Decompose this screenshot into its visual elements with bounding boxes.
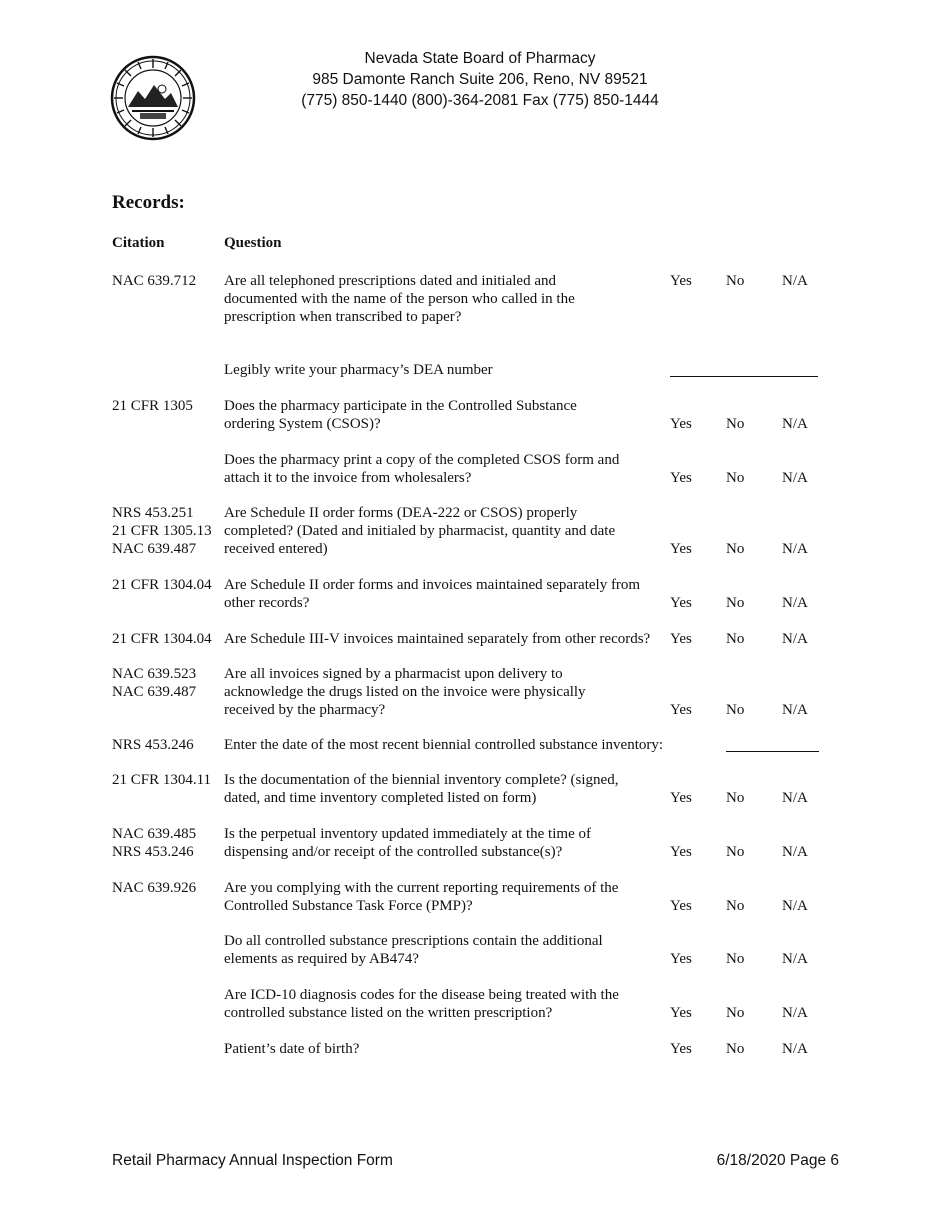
row-citation: 21 CFR 1304.11 xyxy=(112,772,212,788)
question-column-header: Question xyxy=(224,235,282,251)
answer-na[interactable]: N/A xyxy=(782,631,808,647)
row-question: Are all invoices signed by a pharmacist upon delivery to acknowledge the drugs listed on the invoice were physically received by the pharmacy? xyxy=(224,666,586,718)
answer-no[interactable]: No xyxy=(726,898,745,914)
answer-no[interactable]: No xyxy=(726,790,745,806)
row-question: Patient’s date of birth? xyxy=(224,1041,360,1057)
answer-yes[interactable]: Yes xyxy=(670,1041,692,1057)
dea-number-field[interactable] xyxy=(670,376,818,377)
row-question: Is the perpetual inventory updated immediately at the time of dispensing and/or receipt of the controlled substance(s)? xyxy=(224,826,591,860)
row-question: Are Schedule II order forms and invoices maintained separately from other records? xyxy=(224,577,641,611)
row-question: Enter the date of the most recent biennial controlled substance inventory: xyxy=(224,737,664,753)
row-citation: NAC 639.712 xyxy=(112,273,197,289)
section-title: Records: xyxy=(112,192,185,213)
answer-no[interactable]: No xyxy=(726,273,745,289)
answer-yes[interactable]: Yes xyxy=(670,273,692,289)
row-question: Does the pharmacy print a copy of the completed CSOS form and attach it to the invoice from wholesalers? xyxy=(224,452,620,486)
row-question: Legibly write your pharmacy’s DEA number xyxy=(224,362,493,378)
row-question: Is the documentation of the biennial inventory complete? (signed, dated, and time inventory completed listed on form) xyxy=(224,772,619,806)
letterhead xyxy=(280,48,680,111)
footer-date-page: 6/18/2020 Page 6 xyxy=(716,1152,839,1169)
answer-yes[interactable]: Yes xyxy=(670,541,692,557)
answer-na[interactable]: N/A xyxy=(782,273,808,289)
answer-yes[interactable]: Yes xyxy=(670,702,692,718)
answer-no[interactable]: No xyxy=(726,844,745,860)
answer-no[interactable]: No xyxy=(726,1041,745,1057)
answer-na[interactable]: N/A xyxy=(782,790,808,806)
answer-yes[interactable]: Yes xyxy=(670,951,692,967)
answer-yes[interactable]: Yes xyxy=(670,595,692,611)
citation-column-header: Citation xyxy=(112,235,165,251)
answer-no[interactable]: No xyxy=(726,702,745,718)
row-question: Do all controlled substance prescriptions contain the additional elements as required by AB474? xyxy=(224,933,603,967)
row-question: Are you complying with the current reporting requirements of the Controlled Substance Task Force (PMP)? xyxy=(224,880,619,914)
answer-yes[interactable]: Yes xyxy=(670,631,692,647)
answer-yes[interactable]: Yes xyxy=(670,844,692,860)
row-question: Are ICD-10 diagnosis codes for the disease being treated with the controlled substance listed on the written prescription? xyxy=(224,987,619,1021)
answer-no[interactable]: No xyxy=(726,416,745,432)
row-citation: NRS 453.251 21 CFR 1305.13 NAC 639.487 xyxy=(112,505,212,557)
row-question: Are all telephoned prescriptions dated and initialed and documented with the name of the person who called in the prescription when transcribed to paper? xyxy=(224,273,575,325)
answer-na[interactable]: N/A xyxy=(782,1041,808,1057)
answer-no[interactable]: No xyxy=(726,541,745,557)
row-citation: 21 CFR 1304.04 xyxy=(112,631,212,647)
row-citation: NAC 639.485 NRS 453.246 xyxy=(112,826,197,860)
answer-na[interactable]: N/A xyxy=(782,1005,808,1021)
row-question: Does the pharmacy participate in the Controlled Substance ordering System (CSOS)? xyxy=(224,398,577,432)
footer-form-name: Retail Pharmacy Annual Inspection Form xyxy=(112,1152,393,1169)
row-citation: NRS 453.246 xyxy=(112,737,194,753)
row-citation: 21 CFR 1304.04 xyxy=(112,577,212,593)
row-question: Are Schedule II order forms (DEA-222 or CSOS) properly completed? (Dated and initialed by pharmacist, quantity and date received entered) xyxy=(224,505,616,557)
answer-yes[interactable]: Yes xyxy=(670,790,692,806)
answer-yes[interactable]: Yes xyxy=(670,898,692,914)
answer-no[interactable]: No xyxy=(726,595,745,611)
answer-no[interactable]: No xyxy=(726,951,745,967)
answer-yes[interactable]: Yes xyxy=(670,470,692,486)
answer-na[interactable]: N/A xyxy=(782,470,808,486)
board-phone: (775) 850-1440 (800)-364-2081 Fax (775) 850-1444 xyxy=(301,92,659,109)
inventory-date-field[interactable] xyxy=(726,751,819,752)
answer-na[interactable]: N/A xyxy=(782,951,808,967)
answer-na[interactable]: N/A xyxy=(782,898,808,914)
answer-na[interactable]: N/A xyxy=(782,844,808,860)
answer-na[interactable]: N/A xyxy=(782,702,808,718)
row-citation: 21 CFR 1305 xyxy=(112,398,193,414)
answer-no[interactable]: No xyxy=(726,631,745,647)
row-citation: NAC 639.926 xyxy=(112,880,197,896)
answer-na[interactable]: N/A xyxy=(782,416,808,432)
row-citation: NAC 639.523 NAC 639.487 xyxy=(112,666,197,700)
answer-no[interactable]: No xyxy=(726,470,745,486)
answer-no[interactable]: No xyxy=(726,1005,745,1021)
board-name: Nevada State Board of Pharmacy xyxy=(364,50,596,67)
state-seal-icon xyxy=(110,55,196,141)
answer-yes[interactable]: Yes xyxy=(670,1005,692,1021)
answer-na[interactable]: N/A xyxy=(782,595,808,611)
answer-yes[interactable]: Yes xyxy=(670,416,692,432)
row-question: Are Schedule III-V invoices maintained separately from other records? xyxy=(224,631,651,647)
answer-na[interactable]: N/A xyxy=(782,541,808,557)
board-address: 985 Damonte Ranch Suite 206, Reno, NV 89521 xyxy=(312,71,648,88)
